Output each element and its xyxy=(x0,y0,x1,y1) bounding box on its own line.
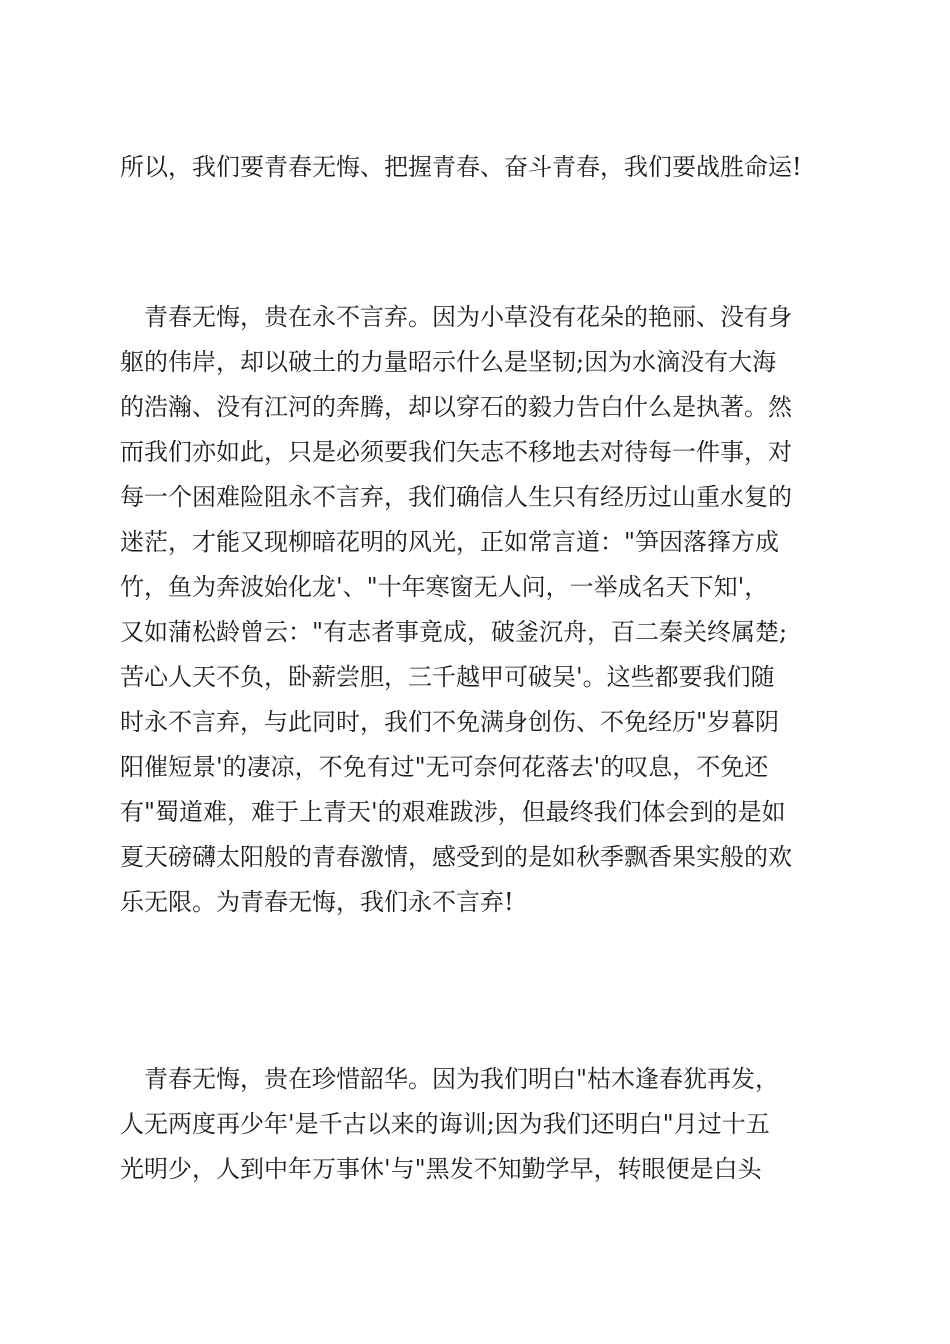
text-line: 苦心人天不负，卧薪尝胆，三千越甲可破吴'。这些都要我们随 xyxy=(120,663,775,691)
text-line: 夏天磅礴太阳般的青春激情，感受到的是如秋季飘香果实般的欢 xyxy=(120,843,792,871)
paragraph-1 xyxy=(120,145,840,190)
text-line: 时永不言弃，与此同时，我们不免满身创伤、不免经历"岁暮阴 xyxy=(120,708,780,736)
text-line: 躯的伟岸，却以破土的力量昭示什么是坚韧;因为水滴没有大海 xyxy=(120,348,777,376)
text-line: 光明少，人到中年万事休'与"黑发不知勤学早，转眼便是白头 xyxy=(120,1155,762,1183)
text-line: 每一个困难险阻永不言弃，我们确信人生只有经历过山重水复的 xyxy=(120,483,792,511)
text-line: 乐无限。为青春无悔，我们永不言弃! xyxy=(120,888,514,916)
paragraph-3 xyxy=(120,1057,840,1192)
paragraph-2 xyxy=(120,295,840,925)
text-line: 青春无悔，贵在永不言弃。因为小草没有花朵的艳丽、没有身 xyxy=(120,303,792,331)
text-line: 又如蒲松龄曾云："有志者事竟成，破釜沉舟，百二秦关终属楚; xyxy=(120,618,788,646)
text-line: 所以，我们要青春无悔、把握青春、奋斗青春，我们要战胜命运! xyxy=(120,153,802,181)
text-line: 人无两度再少年'是千古以来的诲训;因为我们还明白"月过十五 xyxy=(120,1110,770,1138)
text-line: 竹，鱼为奔波始化龙'、"十年寒窗无人问，一举成名天下知'， xyxy=(120,573,769,601)
text-line: 迷茫，才能又现柳暗花明的风光，正如常言道："笋因落箨方成 xyxy=(120,528,780,556)
text-line: 阳催短景'的凄凉，不免有过"无可奈何花落去'的叹息，不免还 xyxy=(120,753,769,781)
text-line: 而我们亦如此，只是必须要我们矢志不移地去对待每一件事，对 xyxy=(120,438,792,466)
text-line: 青春无悔，贵在珍惜韶华。因为我们明白"枯木逢春犹再发， xyxy=(120,1065,780,1093)
text-line: 的浩瀚、没有江河的奔腾，却以穿石的毅力告白什么是执著。然 xyxy=(120,393,792,421)
text-line: 有"蜀道难，难于上青天'的艰难跋涉，但最终我们体会到的是如 xyxy=(120,798,786,826)
